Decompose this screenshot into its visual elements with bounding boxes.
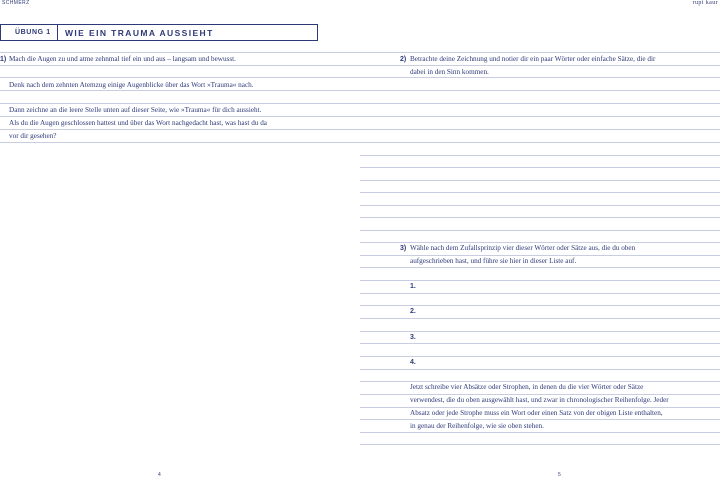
- rule-line: [360, 305, 720, 306]
- writing-instruction-line: in genau der Reihenfolge, wie sie oben stehen.: [410, 422, 544, 430]
- rule-line: [360, 293, 720, 294]
- rule-line: [360, 167, 720, 168]
- exercise-title: WIE EIN TRAUMA AUSSIEHT: [65, 27, 214, 38]
- rule-line: [360, 180, 720, 181]
- rule-line: [360, 90, 720, 91]
- rule-line: [360, 116, 720, 117]
- list-item-number: 2.: [410, 308, 416, 315]
- instruction-text: Denk nach dem zehnten Atemzug einige Augenblicke über das Wort »Trauma« nach.: [9, 81, 254, 89]
- question-2-number: 2): [400, 56, 407, 63]
- rule-line: [360, 129, 720, 130]
- rule-line: [360, 155, 720, 156]
- question-3-line: Wähle nach dem Zufallsprinzip vier dieser Wörter oder Sätze aus, die du oben: [410, 244, 636, 252]
- rule-line: [360, 217, 720, 218]
- writing-instruction-line: Absatz oder jede Strophe muss ein Wort oder einen Satz von der obigen Liste enthalten,: [410, 409, 663, 417]
- rule-line: [360, 356, 720, 357]
- drawing-instruction-line: Als du die Augen geschlossen hattest und über das Wort nachgedacht hast, was hast du da: [9, 119, 267, 127]
- drawing-instruction-line: vor dir gesehen?: [9, 132, 57, 140]
- writing-instruction-line: Jetzt schreibe vier Absätze oder Strophen, in denen du die vier Wörter oder Sätze: [410, 383, 644, 391]
- question-3-number: 3): [400, 245, 407, 252]
- exercise-header: [0, 24, 318, 41]
- exercise-label: ÜBUNG 1: [1, 25, 58, 40]
- running-header-right: rupi kaur: [692, 0, 718, 6]
- rule-line: [360, 230, 720, 231]
- question-3-line: aufgeschrieben hast, und führe sie hier in dieser Liste auf.: [410, 257, 577, 265]
- writing-instruction-line: verwendest, die du oben ausgewählt hast, und zwar in chronologischer Reihenfolge. Jeder: [410, 396, 669, 404]
- running-header-left: SCHMERZ: [2, 0, 30, 6]
- rule-line: [360, 142, 720, 143]
- page-number-right: 5: [558, 472, 561, 478]
- question-1-number: 1): [0, 56, 7, 63]
- question-2-line: dabei in den Sinn kommen.: [410, 68, 489, 76]
- rule-line: [360, 103, 720, 104]
- rule-line: [0, 77, 360, 78]
- rule-line: [360, 280, 720, 281]
- rule-line: [360, 318, 720, 319]
- question-2-line: Betrachte deine Zeichnung und notier dir ein paar Wörter oder einfache Sätze, die dir: [410, 55, 656, 63]
- list-item-number: 3.: [410, 334, 416, 341]
- rule-line: [360, 205, 720, 206]
- rule-line: [360, 444, 720, 445]
- question-1-text: Mach die Augen zu und atme zehnmal tief ein und aus – langsam und bewusst.: [9, 55, 236, 63]
- drawing-instruction-line: Dann zeichne an die leere Stelle unten auf dieser Seite, wie »Trauma« für dich aussieht.: [9, 106, 262, 114]
- list-item-number: 4.: [410, 359, 416, 366]
- rule-line: [360, 343, 720, 344]
- rule-line: [360, 192, 720, 193]
- rule-line: [360, 369, 720, 370]
- page-number-left: 4: [158, 472, 161, 478]
- list-item-number: 1.: [410, 283, 416, 290]
- rule-line: [360, 331, 720, 332]
